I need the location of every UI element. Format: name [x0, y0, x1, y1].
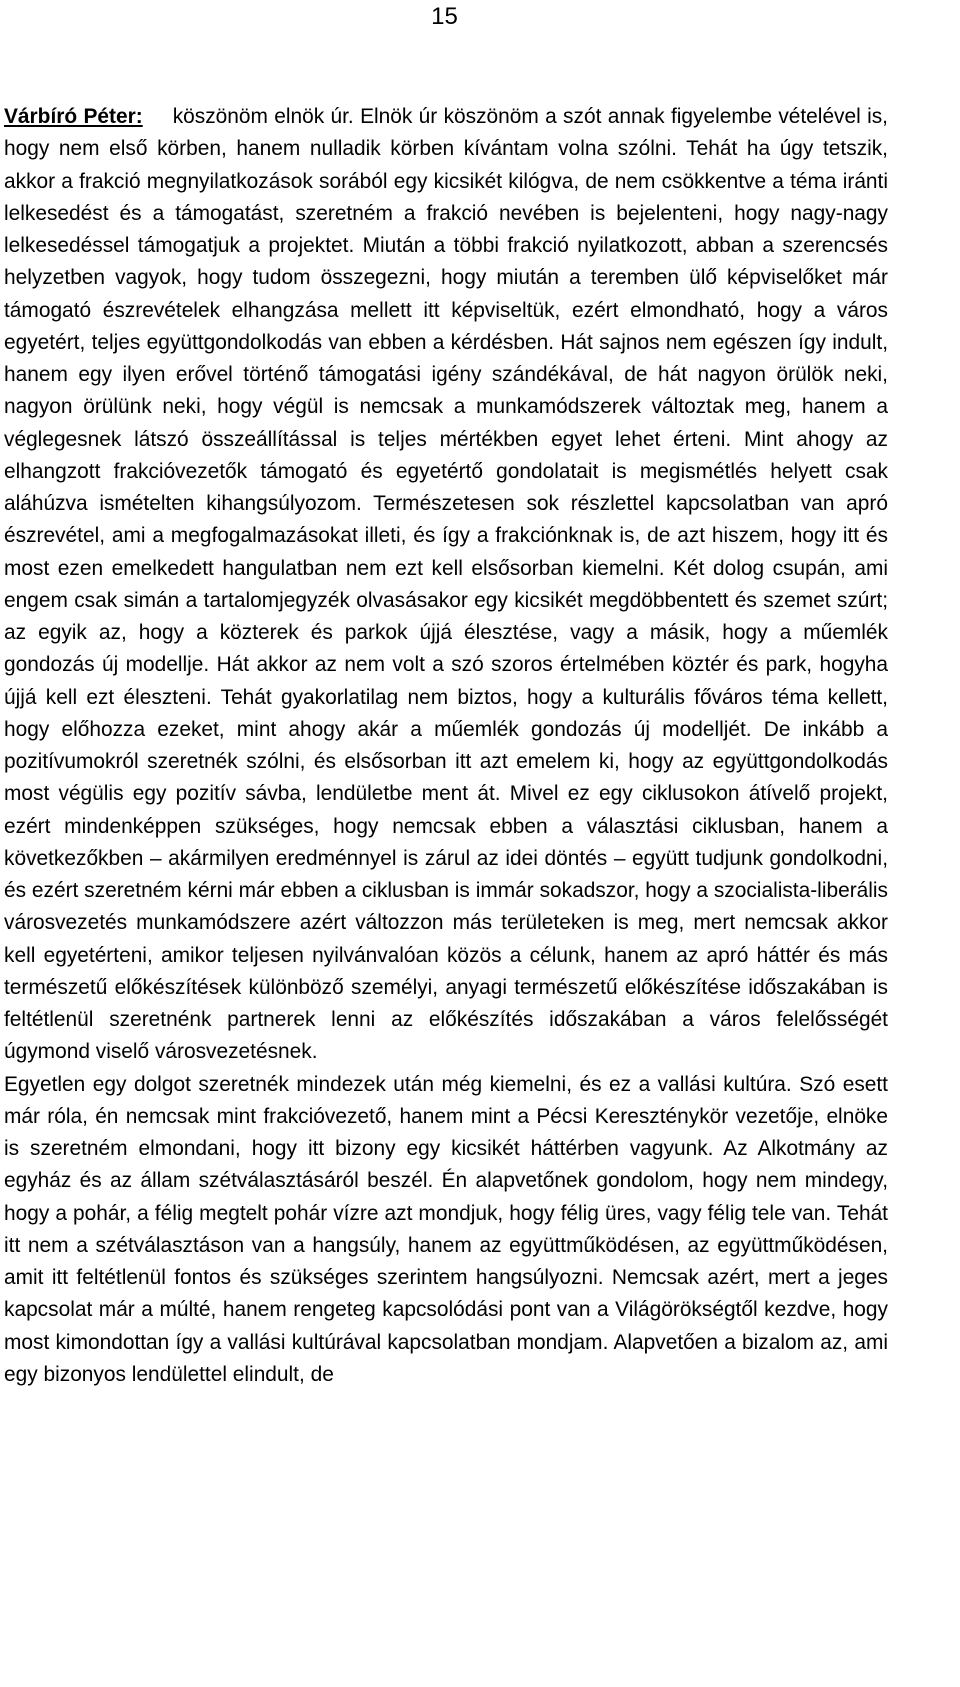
document-body — [4, 101, 888, 1391]
paragraph-1 — [4, 101, 888, 1069]
page-number: 15 — [431, 3, 458, 30]
speaker-name: Várbíró Péter: — [4, 105, 143, 128]
paragraph-2: Egyetlen egy dolgot szeretnék mindezek után még kiemelni, és ez a vallási kultúra. Szó esett már róla, én nemcsak mint frakcióvezető, hanem mint a Pécsi Kereszténykör vezetője, elnöke is szeretném elmondani, hogy itt bizony egy kicsikét háttérben vagyunk. Az Alkotmány az egyház és az állam szétválasztásáról beszél. Én alapvetőnek gondolom, hogy nem mindegy, hogy a pohár, a félig megtelt pohár vízre azt mondjuk, hogy félig üres, vagy félig tele van. Tehát itt nem a szétválasztáson van a hangsúly, hanem az együttműködésen, az együttműködésen, amit itt feltétlenül fontos és szükséges szerintem hangsúlyozni. Nemcsak azért, mert a jeges kapcsolat már a múlté, hanem rengeteg kapcsolódási pont van a Világörökségtől kezdve, hogy most kimondottan így a vallási kultúrával kapcsolatban mondjam. Alapvetően a bizalom az, ami egy bizonyos lendülettel elindult, de — [4, 1072, 888, 1386]
paragraph-1-text: köszönöm elnök úr. Elnök úr köszönöm a szót annak figyelembe vételével is, hogy nem első körben, hanem nulladik körben kívántam volna szólni. Tehát ha úgy tetszik, akkor a frakció megnyilatkozások sorából egy kicsikét kilógva, de nem csökkentve a téma iránti lelkesedést és a támogatást, szeretném a frakció nevében is bejelenteni, hogy nagy-nagy lelkesedéssel támogatjuk a projektet. Miután a többi frakció nyilatkozott, abban a szerencsés helyzetben vagyok, hogy tudom összegezni, hogy miután a teremben ülő képviselőket már támogató észrevételek elhangzása mellett itt képviseltük, ezért elmondható, hogy a város egyetért, teljes együttgondolkodás van ebben a kérdésben. Hát sajnos nem egészen így indult, hanem egy ilyen erővel történő támogatási igény szándékával, de hát nagyon örülök neki, nagyon örülünk neki, hogy végül is nemcsak a munkamódszerek változtak meg, hanem a véglegesnek látszó összeállítással is teljes mértékben egyet lehet érteni. Mint ahogy az elhangzott frakcióvezetők támogató és egyetértő gondolatait is megismétlés helyett csak aláhúzva ismételten kihangsúlyozom. Természetesen sok részlettel kapcsolatban van apró észrevétel, ami a megfogalmazásokat illeti, és így a frakciónknak is, de azt hiszem, hogy itt és most ezen emelkedett hangulatban nem ezt kell elsősorban kiemelni. Két dolog csupán, ami engem csak simán a tartalomjegyzék olvasásakor egy kicsikét megdöbbentett és szemet szúrt; az egyik az, hogy a közterek és parkok újjá élesztése, vagy a másik, hogy a műemlék gondozás új modellje. Hát akkor az nem volt a szó szoros értelmében köztér és park, hogyha újjá kell ezt éleszteni. Tehát gyakorlatilag nem biztos, hogy a kulturális főváros téma kellett, hogy előhozza ezeket, mint ahogy akár a műemlék gondozás új modelljét. De inkább a pozitívumokról szeretnék szólni, és elsősorban itt azt emelem ki, hogy az együttgondolkodás most végülis egy pozitív sávba, lendületbe ment át. Mivel ez egy ciklusokon átívelő projekt, ezért mindenképpen szükséges, hogy nemcsak ebben a választási ciklusban, hanem a következőkben – akármilyen eredménnyel is zárul az idei döntés – együtt tudjunk gondolkodni, és ezért szeretném kérni már ebben a ciklusban is immár sokadszor, hogy a szocialista-liberális városvezetés munkamódszere azért változzon más területeken is meg, mert nemcsak akkor kell egyetérteni, amikor teljesen nyilvánvalóan közös a célunk, hanem az apró háttér és más természetű előkészítések különböző személyi, anyagi természetű előkészítése időszakában is feltétlenül szeretnénk partnerek lenni az előkészítés időszakában a város felelősségét úgymond viselő városvezetésnek. — [4, 105, 888, 1064]
